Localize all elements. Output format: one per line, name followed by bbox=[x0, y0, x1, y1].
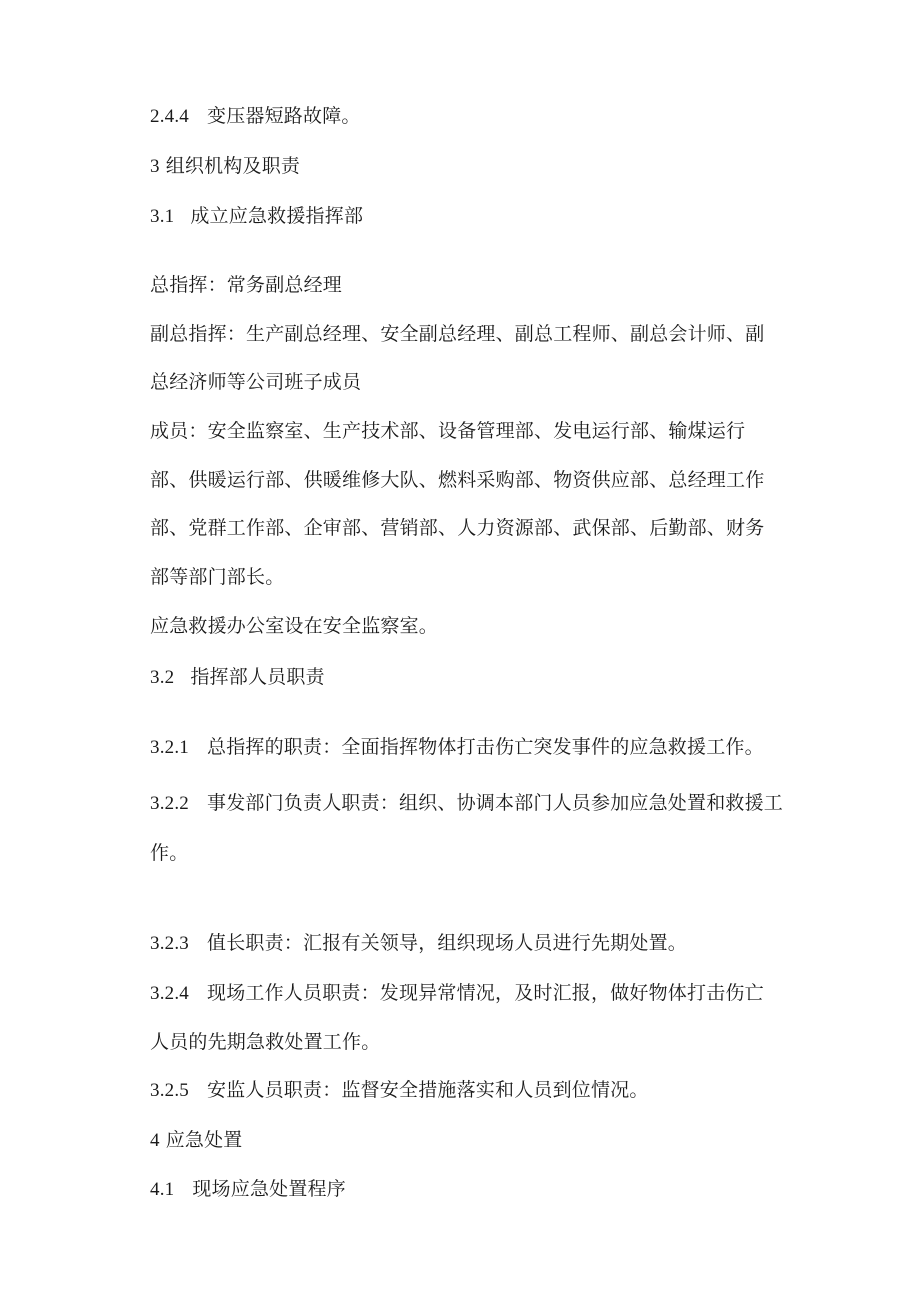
line-text: 组织机构及职责 bbox=[165, 155, 301, 177]
paragraph-line bbox=[150, 322, 764, 346]
line-text: 部、供暖运行部、供暖维修大队、燃料采购部、物资供应部、总经理工作 bbox=[150, 469, 765, 491]
section-number: 3 bbox=[150, 156, 160, 177]
heading-3-2-4 bbox=[150, 981, 764, 1006]
paragraph-line bbox=[150, 565, 284, 589]
line-text: 成立应急救援指挥部 bbox=[190, 205, 364, 227]
section-number: 4.1 bbox=[150, 1179, 175, 1200]
heading-3-2 bbox=[150, 665, 325, 690]
section-number: 3.2.2 bbox=[150, 793, 189, 814]
paragraph-line bbox=[150, 370, 361, 394]
line-text: 事发部门负责人职责：组织、协调本部门人员参加应急处置和救援工 bbox=[207, 792, 784, 814]
heading-3 bbox=[150, 154, 300, 179]
section-number: 3.2.5 bbox=[150, 1080, 189, 1101]
paragraph-line bbox=[150, 841, 188, 865]
section-number: 2.4.4 bbox=[150, 106, 189, 127]
line-text: 值长职责：汇报有关领导，组织现场人员进行先期处置。 bbox=[207, 932, 688, 954]
line-text: 总指挥：常务副总经理 bbox=[150, 274, 343, 296]
heading-4-1 bbox=[150, 1177, 346, 1202]
section-number: 3.2.4 bbox=[150, 983, 189, 1004]
paragraph-line bbox=[150, 1030, 380, 1054]
heading-2-4-4 bbox=[150, 104, 361, 129]
paragraph-line bbox=[150, 614, 438, 638]
paragraph-line bbox=[150, 419, 745, 443]
paragraph-line bbox=[150, 516, 764, 540]
heading-3-2-2 bbox=[150, 791, 783, 816]
line-text: 作。 bbox=[150, 842, 189, 864]
line-text: 成员：安全监察室、生产技术部、设备管理部、发电运行部、输煤运行 bbox=[150, 420, 746, 442]
section-number: 3.2.3 bbox=[150, 933, 189, 954]
line-text: 部等部门部长。 bbox=[150, 566, 285, 588]
line-text: 副总指挥：生产副总经理、安全副总经理、副总工程师、副总会计师、副 bbox=[150, 323, 765, 345]
heading-3-2-1 bbox=[150, 735, 764, 760]
section-number: 3.2.1 bbox=[150, 737, 189, 758]
section-number: 4 bbox=[150, 1130, 160, 1151]
line-text: 总经济师等公司班子成员 bbox=[150, 371, 362, 393]
heading-3-2-5 bbox=[150, 1078, 649, 1103]
heading-3-1 bbox=[150, 204, 363, 229]
line-text: 安监人员职责：监督安全措施落实和人员到位情况。 bbox=[207, 1079, 649, 1101]
section-number: 3.1 bbox=[150, 206, 175, 227]
paragraph-line bbox=[150, 273, 342, 297]
heading-3-2-3 bbox=[150, 931, 687, 956]
line-text: 变压器短路故障。 bbox=[207, 105, 361, 127]
heading-4 bbox=[150, 1128, 243, 1153]
line-text: 部、党群工作部、企审部、营销部、人力资源部、武保部、后勤部、财务 bbox=[150, 517, 765, 539]
section-number: 3.2 bbox=[150, 667, 175, 688]
line-text: 人员的先期急救处置工作。 bbox=[150, 1031, 381, 1053]
line-text: 总指挥的职责：全面指挥物体打击伤亡突发事件的应急救援工作。 bbox=[207, 736, 764, 758]
line-text: 指挥部人员职责 bbox=[190, 666, 325, 688]
paragraph-line bbox=[150, 468, 764, 492]
line-text: 现场应急处置程序 bbox=[192, 1178, 346, 1200]
line-text: 现场工作人员职责：发现异常情况，及时汇报，做好物体打击伤亡 bbox=[207, 982, 764, 1004]
line-text: 应急处置 bbox=[165, 1129, 243, 1151]
line-text: 应急救援办公室设在安全监察室。 bbox=[150, 615, 439, 637]
